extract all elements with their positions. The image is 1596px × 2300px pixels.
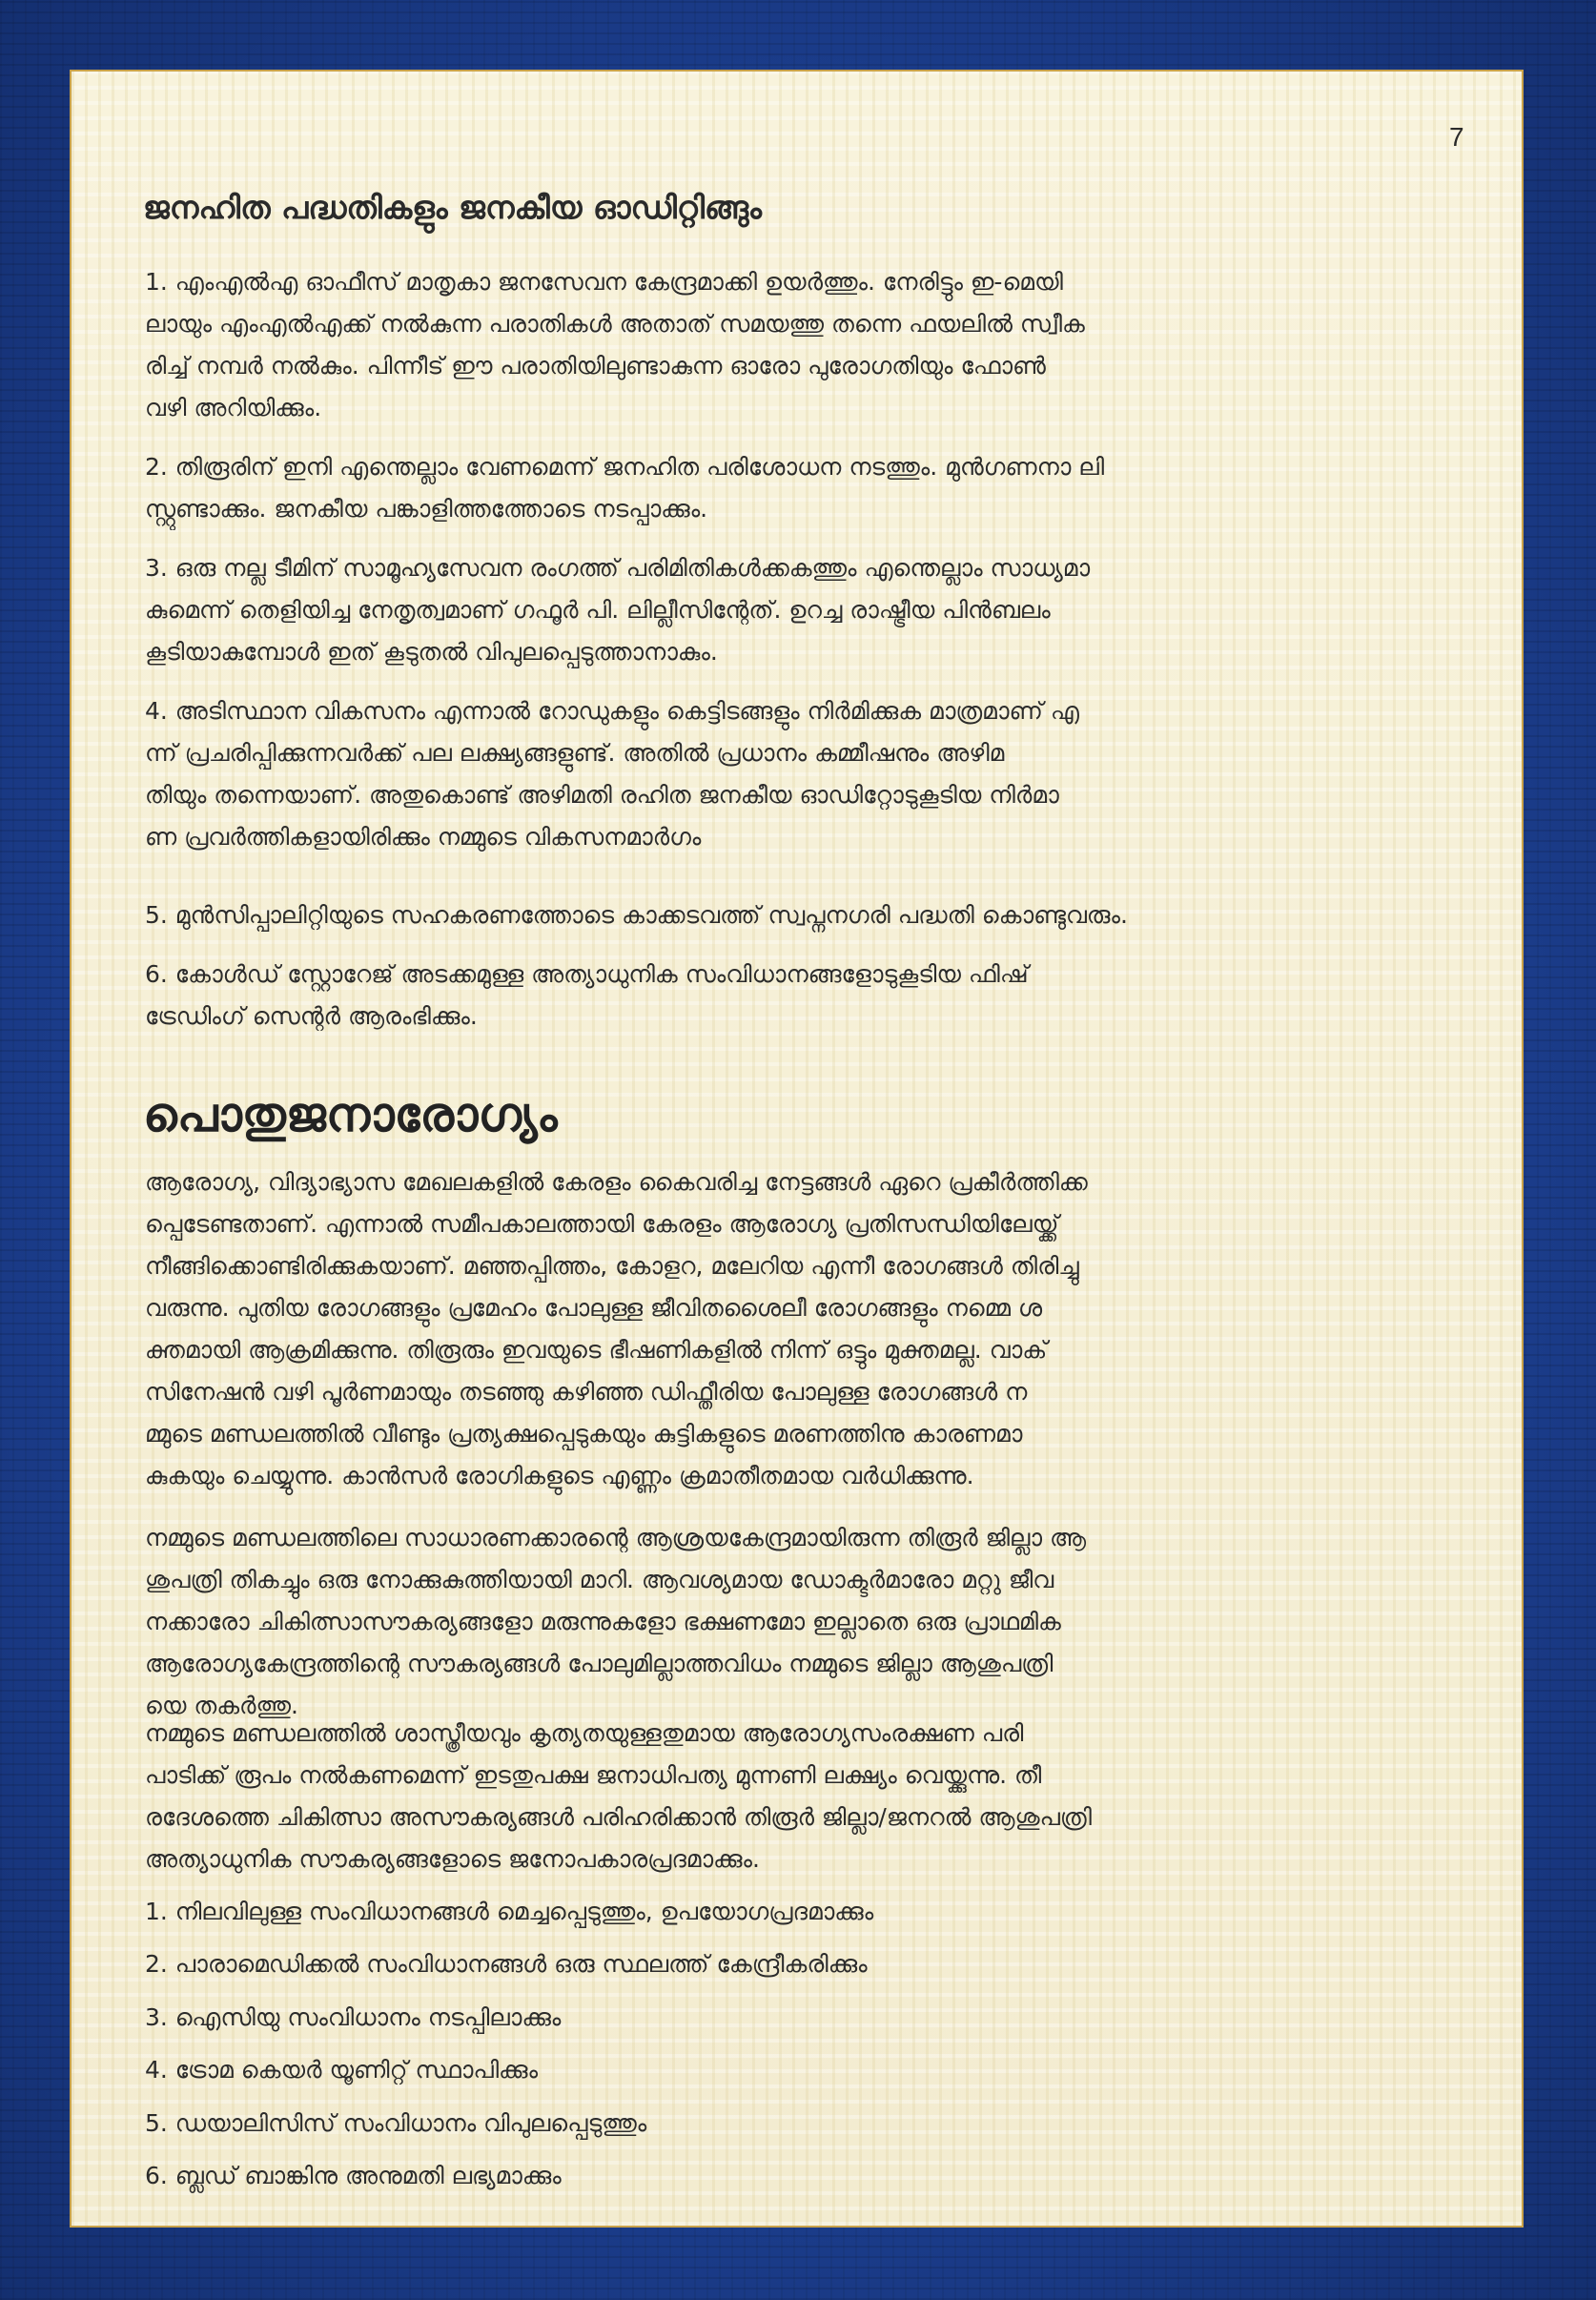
text-line: വഴി അറിയിക്കും.: [145, 394, 322, 421]
section-heading-public-interest: ജനഹിത പദ്ധതികളും ജനകീയ ഓഡിറ്റിങ്ങും: [143, 189, 762, 226]
text-line: മ്മുടെ മണ്ഡലത്തിൽ വീണ്ടും പ്രത്യക്ഷപ്പെടുകയും കുട്ടികളുടെ മരണത്തിനു കാരണമാ: [145, 1420, 1023, 1448]
page-number: 7: [1449, 122, 1464, 152]
text-line: നമ്മുടെ മണ്ഡലത്തിൽ ശാസ്ത്രീയവും കൃത്യതയുള്ളതുമായ ആരോഗ്യസംരക്ഷണ പരി: [145, 1719, 1024, 1747]
health-list-item: 5. ഡയാലിസിസ് സംവിധാനം വിപുലപ്പെടുത്തും: [145, 2109, 647, 2137]
point-6: [145, 954, 1470, 1037]
health-list-item: 3. ഐസിയു സംവിധാനം നടപ്പിലാക്കും: [145, 2003, 562, 2031]
point-3: [145, 547, 1470, 673]
text-line: നീങ്ങിക്കൊണ്ടിരിക്കുകയാണ്. മഞ്ഞപ്പിത്തം, കോളറ, മലേറിയ എന്നീ രോഗങ്ങൾ തിരിച്ചു: [145, 1252, 1079, 1280]
text-line: തിയും തന്നെയാണ്. അതുകൊണ്ട് അഴിമതി രഹിത ജനകീയ ഓഡിറ്റോടുകൂടിയ നിർമാ: [145, 781, 1059, 809]
health-paragraph-2: [145, 1517, 1470, 1727]
text-line: 5. മുൻസിപ്പാലിറ്റിയുടെ സഹകരണത്തോടെ കാക്കടവത്ത് സ്വപ്നനഗരി പദ്ധതി കൊണ്ടുവരും.: [145, 901, 1128, 929]
health-list-item: 6. ബ്ലഡ് ബാങ്കിനു അനുമതി ലഭ്യമാക്കും: [145, 2162, 562, 2189]
text-line: രദേശത്തെ ചികിത്സാ അസൗകര്യങ്ങൾ പരിഹരിക്കാൻ തിരൂർ ജില്ലാ/ജനറൽ ആശുപത്രി: [145, 1803, 1093, 1831]
health-list-item: 1. നിലവിലുള്ള സംവിധാനങ്ങൾ മെച്ചപ്പെടുത്തും, ഉപയോഗപ്രദമാക്കും: [145, 1898, 874, 1925]
text-line: യെ തകർത്തു.: [145, 1692, 298, 1719]
text-line: പാടിക്ക് രൂപം നൽകണമെന്ന് ഇടതുപക്ഷ ജനാധിപത്യ മുന്നണി ലക്ഷ്യം വെയ്ക്കുന്നു. തീ: [145, 1761, 1042, 1789]
health-list-item: 4. ട്രോമ കെയർ യൂണിറ്റ് സ്ഥാപിക്കും: [145, 2056, 539, 2084]
text-line: നമ്മുടെ മണ്ഡലത്തിലെ സാധാരണക്കാരന്റെ ആശ്രയകേന്ദ്രമായിരുന്ന തിരൂർ ജില്ലാ ആ: [145, 1524, 1087, 1551]
text-line: പ്പെടേണ്ടതാണ്. എന്നാൽ സമീപകാലത്തായി കേരളം ആരോഗ്യ പ്രതിസന്ധിയിലേയ്ക്ക്: [145, 1210, 1059, 1238]
point-4: [145, 690, 1470, 858]
health-list-item: 2. പാരാമെഡിക്കൽ സംവിധാനങ്ങൾ ഒരു സ്ഥലത്ത് കേന്ദ്രീകരിക്കും: [145, 1950, 868, 1978]
text-line: ആരോഗ്യകേന്ദ്രത്തിന്റെ സൗകര്യങ്ങൾ പോലുമില്ലാത്തവിധം നമ്മുടെ ജില്ലാ ആശുപത്രി: [145, 1650, 1054, 1677]
text-line: സ്റ്റുണ്ടാക്കും. ജനകീയ പങ്കാളിത്തത്തോടെ നടപ്പാക്കും.: [145, 495, 708, 523]
point-2: [145, 446, 1470, 530]
health-paragraph-1: [145, 1161, 1470, 1497]
text-line: ട്രേഡിംഗ് സെന്റർ ആരംഭിക്കും.: [145, 1002, 478, 1030]
text-line: കുകയും ചെയ്യുന്നു. കാൻസർ രോഗികളുടെ എണ്ണം ക്രമാതീതമായ വർധിക്കുന്നു.: [145, 1462, 974, 1489]
text-line: വരുന്നു. പുതിയ രോഗങ്ങളും പ്രമേഹം പോലുള്ള ജീവിതശൈലീ രോഗങ്ങളും നമ്മെ ശ: [145, 1294, 1043, 1322]
text-line: ശുപത്രി തികച്ചും ഒരു നോക്കുകുത്തിയായി മാറി. ആവശ്യമായ ഡോക്ടർമാരോ മറ്റു ജീവ: [145, 1566, 1054, 1593]
text-line: 3. ഒരു നല്ല ടീമിന് സാമൂഹ്യസേവന രംഗത്ത് പരിമിതികൾക്കകത്തും എന്തെല്ലാം സാധ്യമാ: [145, 554, 1091, 582]
text-line: ആരോഗ്യ, വിദ്യാഭ്യാസ മേഖലകളിൽ കേരളം കൈവരിച്ച നേട്ടങ്ങൾ ഏറെ പ്രകീർത്തിക്ക: [145, 1168, 1088, 1196]
section-heading-public-health: പൊതുജനാരോഗ്യം: [143, 1087, 558, 1142]
text-line: സിനേഷൻ വഴി പൂർണമായും തടഞ്ഞു കഴിഞ്ഞ ഡിഫ്തീരിയ പോലുള്ള രോഗങ്ങൾ ന: [145, 1378, 1028, 1406]
text-line: ണ പ്രവർത്തികളായിരിക്കും നമ്മുടെ വികസനമാർഗം: [145, 823, 702, 851]
text-line: ന്ന് പ്രചരിപ്പിക്കുന്നവർക്ക് പല ലക്ഷ്യങ്ങളുണ്ട്. അതിൽ പ്രധാനം കമ്മീഷനും അഴിമ: [145, 739, 1005, 767]
text-line: കുമെന്ന് തെളിയിച്ച നേതൃത്വമാണ് ഗഫൂർ പി. ലില്ലീസിന്റേത്. ഉറച്ച രാഷ്ട്രീയ പിൻബലം: [145, 596, 1051, 624]
text-line: നക്കാരോ ചികിത്സാസൗകര്യങ്ങളോ മരുന്നുകളോ ഭക്ഷണമോ ഇല്ലാതെ ഒരു പ്രാഥമിക: [145, 1608, 1061, 1635]
health-paragraph-3: [145, 1713, 1470, 1880]
text-line: ലായും എംഎൽഎക്ക് നൽകുന്ന പരാതികൾ അതാത് സമയത്തു തന്നെ ഫയലിൽ സ്വീക: [145, 310, 1085, 338]
text-line: 2. തിരൂരിന് ഇനി എന്തെല്ലാം വേണമെന്ന് ജനഹിത പരിശോധന നടത്തും. മുൻഗണനാ ലി: [145, 453, 1105, 481]
text-line: 6. കോൾഡ് സ്റ്റോറേജ് അടക്കമുള്ള അത്യാധുനിക സംവിധാനങ്ങളോടുകൂടിയ ഫിഷ്: [145, 960, 1029, 988]
text-line: അത്യാധുനിക സൗകര്യങ്ങളോടെ ജനോപകാരപ്രദമാക്കും.: [145, 1845, 760, 1873]
text-line: 4. അടിസ്ഥാന വികസനം എന്നാൽ റോഡുകളും കെട്ടിടങ്ങളും നിർമിക്കുക മാത്രമാണ് എ: [145, 697, 1079, 725]
point-1: [145, 261, 1470, 429]
point-5: [145, 894, 1470, 936]
text-line: കൂടിയാകുമ്പോൾ ഇത് കൂടുതൽ വിപുലപ്പെടുത്താനാകും.: [145, 638, 718, 666]
text-line: ക്തമായി ആക്രമിക്കുന്നു. തിരൂരും ഇവയുടെ ഭീഷണികളിൽ നിന്ന് ഒട്ടും മുക്തമല്ല. വാക്: [145, 1336, 1048, 1364]
text-line: രിച്ച് നമ്പർ നൽകും. പിന്നീട് ഈ പരാതിയിലുണ്ടാകുന്ന ഓരോ പുരോഗതിയും ഫോൺ: [145, 352, 1047, 380]
text-line: 1. എംഎൽഎ ഓഫീസ് മാതൃകാ ജനസേവന കേന്ദ്രമാക്കി ഉയർത്തും. നേരിട്ടും ഇ-മെയി: [145, 268, 1063, 296]
